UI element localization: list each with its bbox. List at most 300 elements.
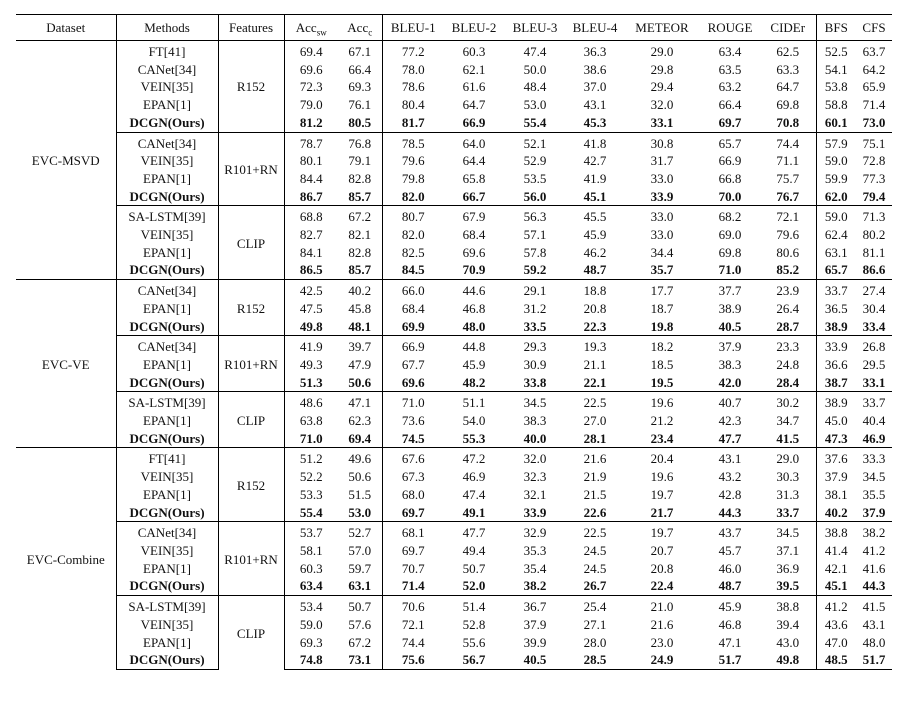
value-cell: 69.3	[299, 634, 323, 650]
value-cell: 47.7	[718, 430, 742, 446]
value-cell: 20.4	[624, 448, 700, 468]
value-cell: 67.7	[401, 356, 425, 372]
value-cell: 48.2	[462, 374, 486, 390]
value-cell: 35.7	[650, 262, 674, 278]
dataset-cell: EVC-Combine	[16, 448, 116, 669]
table-row	[16, 374, 892, 392]
value-cell: 33.0	[650, 170, 674, 186]
value-cell: 56.7	[444, 651, 504, 669]
value-cell: 24.9	[624, 651, 700, 669]
value-cell: 28.4	[760, 374, 816, 392]
value-cell: 64.2	[862, 61, 886, 77]
value-cell: 22.5	[566, 392, 624, 412]
value-cell: 42.3	[718, 413, 742, 429]
value-cell: 52.1	[504, 132, 566, 152]
table-row	[16, 114, 892, 132]
value-cell: 64.7	[462, 97, 486, 113]
value-cell: 86.5	[299, 262, 323, 278]
value-cell: 34.5	[760, 522, 816, 542]
value-cell: 49.6	[338, 448, 382, 468]
value-cell: 53.5	[523, 170, 547, 186]
value-cell: 51.3	[299, 374, 323, 390]
value-cell: 33.5	[523, 318, 547, 334]
value-cell: 47.2	[444, 448, 504, 468]
value-cell: 80.5	[338, 114, 382, 132]
value-cell: 60.3	[299, 560, 323, 576]
value-cell: 33.9	[816, 336, 856, 356]
value-cell: 46.9	[862, 430, 886, 446]
method-cell: DCGN(Ours)	[116, 261, 218, 279]
value-cell: 43.1	[700, 448, 760, 468]
value-cell: 76.7	[760, 188, 816, 206]
value-cell: 30.9	[523, 356, 547, 372]
value-cell: 22.1	[583, 374, 607, 390]
value-cell: 25.4	[566, 596, 624, 616]
value-cell: 24.5	[583, 560, 607, 576]
table-row	[16, 486, 892, 504]
value-cell: 56.0	[523, 188, 547, 204]
value-cell: 59.0	[816, 206, 856, 226]
value-cell: 68.4	[401, 300, 425, 316]
value-cell: 39.4	[760, 616, 816, 634]
value-cell: 67.6	[382, 448, 444, 468]
method-cell: DCGN(Ours)	[116, 114, 218, 132]
value-cell: 75.7	[760, 170, 816, 188]
value-cell: 63.3	[760, 61, 816, 79]
value-cell: 53.0	[523, 97, 547, 113]
value-cell: 55.4	[523, 114, 547, 130]
method-cell: EPAN[1]	[116, 96, 218, 114]
value-cell: 50.6	[338, 468, 382, 486]
table-row	[16, 188, 892, 206]
value-cell: 81.2	[299, 114, 323, 130]
table-row	[16, 61, 892, 79]
value-cell: 71.1	[760, 152, 816, 170]
feature-cell: R152	[218, 280, 284, 336]
header-acc-sw-sub: sw	[316, 27, 327, 38]
table-row	[16, 280, 892, 300]
value-cell: 86.6	[862, 262, 886, 278]
value-cell: 59.7	[338, 560, 382, 578]
table-row	[16, 468, 892, 486]
value-cell: 70.9	[462, 262, 486, 278]
value-cell: 70.8	[760, 114, 816, 132]
value-cell: 38.9	[718, 300, 742, 316]
value-cell: 55.6	[462, 634, 486, 650]
value-cell: 62.4	[824, 227, 848, 243]
value-cell: 80.7	[382, 206, 444, 226]
value-cell: 32.0	[650, 97, 674, 113]
value-cell: 70.7	[401, 560, 425, 576]
value-cell: 35.4	[523, 560, 547, 576]
value-cell: 36.9	[760, 560, 816, 578]
value-cell: 49.3	[299, 356, 323, 372]
value-cell: 66.9	[462, 114, 486, 130]
value-cell: 46.8	[718, 616, 742, 632]
value-cell: 34.7	[760, 412, 816, 430]
value-cell: 23.9	[760, 280, 816, 300]
value-cell: 60.1	[824, 114, 848, 130]
value-cell: 33.3	[856, 448, 892, 468]
value-cell: 74.5	[401, 430, 425, 446]
value-cell: 76.1	[338, 96, 382, 114]
value-cell: 19.5	[650, 374, 674, 390]
value-cell: 38.3	[523, 413, 547, 429]
table-row	[16, 634, 892, 652]
value-cell: 63.2	[718, 79, 742, 95]
value-cell: 82.7	[299, 227, 323, 243]
table-row	[16, 542, 892, 560]
value-cell: 69.8	[760, 96, 816, 114]
header-dataset: Dataset	[16, 15, 116, 41]
method-cell: SA-LSTM[39]	[116, 206, 218, 226]
value-cell: 33.7	[856, 392, 892, 412]
value-cell: 82.0	[401, 188, 425, 204]
table-row	[16, 78, 892, 96]
value-cell: 28.1	[583, 430, 607, 446]
method-cell: CANet[34]	[116, 61, 218, 79]
value-cell: 79.0	[299, 97, 323, 113]
value-cell: 69.7	[718, 114, 742, 130]
value-cell: 48.4	[523, 79, 547, 95]
value-cell: 74.4	[401, 634, 425, 650]
value-cell: 21.5	[583, 486, 607, 502]
method-cell: CANet[34]	[116, 280, 218, 300]
method-cell: EPAN[1]	[116, 356, 218, 374]
value-cell: 23.3	[760, 336, 816, 356]
method-cell: EPAN[1]	[116, 300, 218, 318]
value-cell: 45.9	[462, 356, 486, 372]
dataset-cell: EVC-MSVD	[16, 41, 116, 280]
table-row	[16, 170, 892, 188]
value-cell: 55.4	[299, 504, 323, 520]
value-cell: 70.6	[382, 596, 444, 616]
header-acc-c-sub: c	[368, 27, 373, 38]
value-cell: 38.9	[824, 318, 848, 334]
method-cell: VEIN[35]	[116, 226, 218, 244]
value-cell: 63.5	[718, 61, 742, 77]
value-cell: 86.7	[299, 188, 323, 204]
method-cell: EPAN[1]	[116, 244, 218, 262]
value-cell: 66.4	[338, 61, 382, 79]
value-cell: 38.2	[523, 578, 547, 594]
value-cell: 43.1	[862, 616, 886, 632]
value-cell: 41.4	[824, 542, 848, 558]
value-cell: 37.9	[700, 336, 760, 356]
value-cell: 33.7	[760, 504, 816, 522]
value-cell: 45.8	[338, 300, 382, 318]
value-cell: 38.3	[718, 356, 742, 372]
value-cell: 84.4	[299, 170, 323, 186]
value-cell: 50.0	[523, 61, 547, 77]
table-row	[16, 430, 892, 448]
value-cell: 45.7	[718, 542, 742, 558]
table-row	[16, 261, 892, 279]
feature-cell: R101+RN	[218, 132, 284, 206]
value-cell: 38.9	[816, 392, 856, 412]
value-cell: 72.8	[862, 153, 886, 169]
value-cell: 29.3	[504, 336, 566, 356]
value-cell: 26.4	[760, 300, 816, 318]
value-cell: 18.5	[650, 356, 674, 372]
value-cell: 48.0	[862, 634, 886, 650]
value-cell: 46.2	[583, 244, 607, 260]
value-cell: 73.1	[338, 651, 382, 669]
value-cell: 41.2	[816, 596, 856, 616]
value-cell: 82.8	[338, 244, 382, 262]
value-cell: 41.5	[856, 596, 892, 616]
value-cell: 69.4	[284, 41, 338, 61]
value-cell: 65.7	[700, 132, 760, 152]
table-row	[16, 132, 892, 152]
value-cell: 42.0	[718, 374, 742, 390]
header-cfs: CFS	[856, 15, 892, 41]
value-cell: 71.0	[718, 262, 742, 278]
value-cell: 52.9	[523, 153, 547, 169]
table-row	[16, 356, 892, 374]
value-cell: 71.3	[856, 206, 892, 226]
value-cell: 50.6	[338, 374, 382, 392]
method-cell: VEIN[35]	[116, 468, 218, 486]
value-cell: 82.1	[338, 226, 382, 244]
value-cell: 79.1	[338, 152, 382, 170]
value-cell: 78.0	[401, 61, 425, 77]
value-cell: 60.3	[444, 41, 504, 61]
value-cell: 33.0	[624, 206, 700, 226]
value-cell: 72.1	[760, 206, 816, 226]
value-cell: 53.7	[284, 522, 338, 542]
feature-cell: R101+RN	[218, 336, 284, 392]
value-cell: 50.7	[462, 560, 486, 576]
method-cell: EPAN[1]	[116, 412, 218, 430]
method-cell: CANet[34]	[116, 336, 218, 356]
value-cell: 32.1	[523, 486, 547, 502]
method-cell: EPAN[1]	[116, 486, 218, 504]
value-cell: 29.0	[760, 448, 816, 468]
value-cell: 59.9	[824, 170, 848, 186]
header-features: Features	[218, 15, 284, 41]
value-cell: 69.6	[462, 244, 486, 260]
table-row	[16, 651, 892, 669]
feature-cell: CLIP	[218, 392, 284, 448]
value-cell: 20.8	[650, 560, 674, 576]
value-cell: 57.0	[338, 542, 382, 560]
value-cell: 41.9	[284, 336, 338, 356]
value-cell: 68.0	[401, 486, 425, 502]
value-cell: 66.8	[718, 170, 742, 186]
method-cell: CANet[34]	[116, 522, 218, 542]
method-cell: EPAN[1]	[116, 634, 218, 652]
value-cell: 79.8	[401, 170, 425, 186]
value-cell: 20.7	[650, 542, 674, 558]
value-cell: 32.3	[523, 469, 547, 485]
value-cell: 68.4	[462, 227, 486, 243]
header-bleu-3: BLEU-3	[504, 15, 566, 41]
value-cell: 49.8	[760, 651, 816, 669]
value-cell: 80.2	[862, 227, 886, 243]
results-table	[16, 14, 892, 670]
value-cell: 51.2	[284, 448, 338, 468]
value-cell: 36.3	[566, 41, 624, 61]
value-cell: 63.4	[700, 41, 760, 61]
value-cell: 69.9	[401, 318, 425, 334]
value-cell: 22.4	[650, 578, 674, 594]
table-row	[16, 412, 892, 430]
value-cell: 71.4	[862, 97, 886, 113]
header-acc-c	[338, 15, 382, 41]
value-cell: 66.4	[718, 97, 742, 113]
value-cell: 19.6	[624, 392, 700, 412]
value-cell: 48.6	[284, 392, 338, 412]
method-cell: FT[41]	[116, 448, 218, 468]
method-cell: FT[41]	[116, 41, 218, 61]
value-cell: 33.4	[862, 318, 886, 334]
value-cell: 62.5	[760, 41, 816, 61]
value-cell: 33.1	[650, 114, 674, 130]
value-cell: 70.0	[718, 188, 742, 204]
value-cell: 37.0	[583, 79, 607, 95]
value-cell: 69.0	[718, 227, 742, 243]
value-cell: 40.5	[504, 651, 566, 669]
value-cell: 21.2	[650, 413, 674, 429]
value-cell: 85.2	[760, 261, 816, 279]
value-cell: 47.0	[824, 634, 848, 650]
value-cell: 23.4	[650, 430, 674, 446]
value-cell: 46.8	[462, 300, 486, 316]
value-cell: 24.8	[760, 356, 816, 374]
value-cell: 31.2	[523, 300, 547, 316]
value-cell: 19.7	[650, 486, 674, 502]
value-cell: 36.5	[824, 300, 848, 316]
table-row	[16, 96, 892, 114]
value-cell: 48.1	[338, 318, 382, 336]
value-cell: 39.7	[338, 336, 382, 356]
value-cell: 53.4	[284, 596, 338, 616]
value-cell: 71.4	[401, 578, 425, 594]
value-cell: 80.4	[401, 97, 425, 113]
value-cell: 41.6	[862, 560, 886, 576]
value-cell: 37.6	[816, 448, 856, 468]
header-bfs: BFS	[816, 15, 856, 41]
value-cell: 78.5	[382, 132, 444, 152]
value-cell: 42.1	[824, 560, 848, 576]
value-cell: 27.1	[583, 616, 607, 632]
value-cell: 50.7	[338, 596, 382, 616]
header-rouge: ROUGE	[700, 15, 760, 41]
value-cell: 48.5	[816, 651, 856, 669]
header-acc-sw-base: Acc	[295, 19, 317, 35]
value-cell: 65.7	[824, 262, 848, 278]
value-cell: 66.9	[382, 336, 444, 356]
feature-cell: R152	[218, 448, 284, 522]
value-cell: 38.2	[856, 522, 892, 542]
value-cell: 18.7	[650, 300, 674, 316]
value-cell: 68.8	[284, 206, 338, 226]
value-cell: 52.7	[338, 522, 382, 542]
value-cell: 78.7	[284, 132, 338, 152]
value-cell: 48.0	[462, 318, 486, 334]
value-cell: 67.1	[338, 41, 382, 61]
value-cell: 33.7	[816, 280, 856, 300]
value-cell: 47.1	[718, 634, 742, 650]
value-cell: 37.1	[760, 542, 816, 560]
table-row	[16, 41, 892, 61]
value-cell: 29.4	[650, 79, 674, 95]
value-cell: 43.1	[583, 97, 607, 113]
value-cell: 47.4	[504, 41, 566, 61]
value-cell: 66.0	[382, 280, 444, 300]
value-cell: 27.0	[583, 413, 607, 429]
value-cell: 21.1	[583, 356, 607, 372]
value-cell: 41.2	[862, 542, 886, 558]
method-cell: DCGN(Ours)	[116, 430, 218, 448]
value-cell: 63.8	[299, 413, 323, 429]
value-cell: 21.0	[624, 596, 700, 616]
method-cell: DCGN(Ours)	[116, 577, 218, 595]
header-row	[16, 15, 892, 41]
table-row	[16, 448, 892, 468]
method-cell: VEIN[35]	[116, 152, 218, 170]
value-cell: 42.7	[583, 153, 607, 169]
value-cell: 23.0	[650, 634, 674, 650]
value-cell: 33.9	[523, 504, 547, 520]
value-cell: 69.3	[338, 78, 382, 96]
value-cell: 52.2	[299, 469, 323, 485]
table-row	[16, 504, 892, 522]
header-methods: Methods	[116, 15, 218, 41]
value-cell: 40.2	[824, 504, 848, 520]
feature-cell: R101+RN	[218, 522, 284, 596]
table-row	[16, 596, 892, 616]
method-cell: CANet[34]	[116, 132, 218, 152]
value-cell: 18.8	[566, 280, 624, 300]
value-cell: 26.7	[583, 578, 607, 594]
value-cell: 21.7	[650, 504, 674, 520]
value-cell: 47.7	[444, 522, 504, 542]
value-cell: 74.8	[284, 651, 338, 669]
value-cell: 39.9	[523, 634, 547, 650]
value-cell: 33.9	[650, 188, 674, 204]
method-cell: DCGN(Ours)	[116, 188, 218, 206]
table-row	[16, 522, 892, 542]
value-cell: 30.2	[760, 392, 816, 412]
value-cell: 66.7	[462, 188, 486, 204]
value-cell: 65.8	[462, 170, 486, 186]
value-cell: 27.4	[856, 280, 892, 300]
value-cell: 54.1	[824, 61, 848, 77]
value-cell: 53.0	[338, 504, 382, 522]
value-cell: 47.5	[299, 300, 323, 316]
value-cell: 31.7	[650, 153, 674, 169]
value-cell: 76.8	[338, 132, 382, 152]
value-cell: 62.1	[462, 61, 486, 77]
value-cell: 21.6	[566, 448, 624, 468]
value-cell: 64.4	[462, 153, 486, 169]
value-cell: 71.0	[382, 392, 444, 412]
value-cell: 67.2	[338, 206, 382, 226]
feature-cell: CLIP	[218, 206, 284, 280]
table-row	[16, 206, 892, 226]
value-cell: 69.6	[299, 61, 323, 77]
value-cell: 24.5	[583, 542, 607, 558]
value-cell: 30.3	[760, 468, 816, 486]
feature-cell: R152	[218, 41, 284, 133]
value-cell: 40.7	[700, 392, 760, 412]
value-cell: 84.1	[299, 244, 323, 260]
value-cell: 26.8	[856, 336, 892, 356]
value-cell: 71.0	[299, 430, 323, 446]
table-row	[16, 616, 892, 634]
